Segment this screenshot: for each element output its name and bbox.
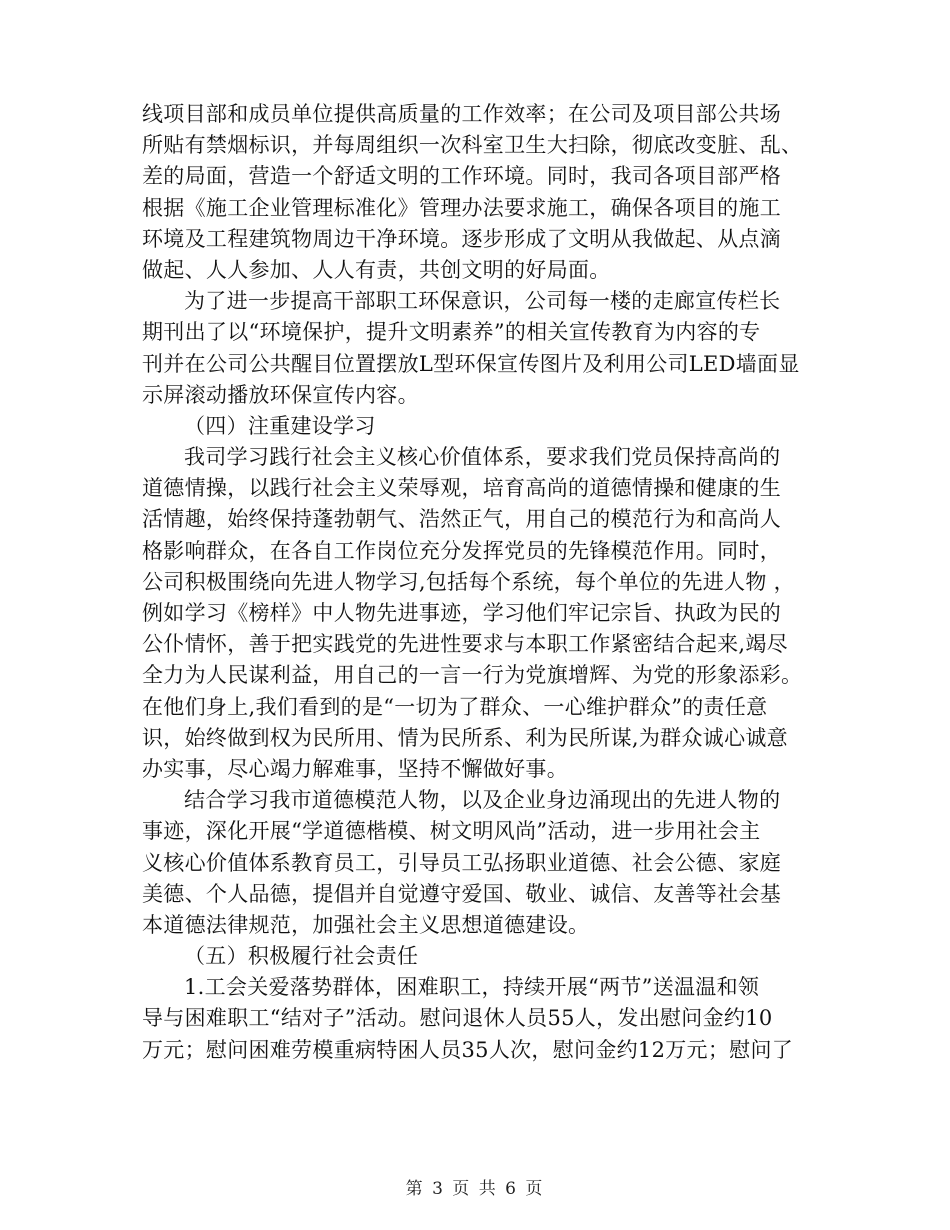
text-line: 导与困难职工“结对子”活动。慰问退休人员55人，发出慰问金约10 (142, 1006, 773, 1031)
paragraph-first-line: 我司学习践行社会主义核心价值体系，要求我们党员保持高尚的 (184, 445, 781, 470)
text-line: 差的局面，营造一个舒适文明的工作环境。同时，我司各项目部严格 (142, 164, 781, 189)
paragraph-first-line: 1.工会关爱落势群体，困难职工，持续开展“两节”送温温和领 (184, 975, 760, 1000)
text-line: 办实事，尽心竭力解难事，坚持不懈做好事。 (142, 756, 568, 781)
text-line: 格影响群众，在各自工作岗位充分发挥党员的先锋模范作用。同时， (142, 538, 781, 563)
text-line: 全力为人民谋利益，用自己的一言一行为党旗增辉、为党的形象添彩。 (142, 663, 803, 688)
text-line: 美德、个人品德，提倡并自觉遵守爱国、敬业、诚信、友善等社会基 (142, 881, 781, 906)
text-line: 例如学习《榜样》中人物先进事迹，学习他们牢记宗旨、执政为民的 (142, 601, 781, 625)
document-body (142, 99, 808, 1066)
text-line: 线项目部和成员单位提供高质量的工作效率；在公司及项目部公共场 (142, 102, 781, 126)
text-line: 事迹，深化开展“学道德楷模、树文明风尚”活动，进一步用社会主 (142, 819, 761, 844)
text-line: 公仆情怀，善于把实践党的先进性要求与本职工作紧密结合起来,竭尽 (142, 632, 788, 657)
paragraph-first-line: 结合学习我市道德模范人物，以及企业身边涌现出的先进人物的 (184, 788, 781, 813)
page-number-footer: 第 3 页 共 6 页 (405, 1179, 545, 1199)
text-line: 所贴有禁烟标识，并每周组织一次科室卫生大扫除，彻底改变脏、乱、 (142, 133, 803, 158)
text-line: 环境及工程建筑物周边干净环境。逐步形成了文明从我做起、从点滴 (142, 226, 781, 251)
text-line: 做起、人人参加、人人有责，共创文明的好局面。 (142, 257, 611, 282)
text-line: 公司积极围绕向先进人物学习,包括每个系统，每个单位的先进人物 ， (142, 569, 795, 594)
text-line: 道德情操，以践行社会主义荣辱观，培育高尚的道德情操和健康的生 (142, 476, 781, 501)
text-line: 本道德法律规范，加强社会主义思想道德建设。 (142, 912, 590, 937)
text-line: 根据《施工企业管理标准化》管理办法要求施工，确保各项目的施工 (142, 195, 781, 220)
text-line: 在他们身上,我们看到的是“一切为了群众、一心维护群众”的责任意 (142, 694, 768, 719)
text-line: 识，始终做到权为民所用、情为民所系、利为民所谋,为群众诚心诚意 (142, 725, 788, 750)
text-line: 义核心价值体系教育员工，引导员工弘扬职业道德、社会公德、家庭 (142, 850, 781, 875)
section-heading: （四）注重建设学习 (184, 413, 376, 438)
text-line: 活情趣，始终保持蓬勃朝气、浩然正气，用自己的模范行为和高尚人 (142, 507, 781, 532)
text-line: 示屏滚动播放环保宣传内容。 (142, 382, 419, 407)
text-line: 刊并在公司公共醒目位置摆放L型环保宣传图片及利用公司LED墙面显 (142, 351, 800, 376)
text-line: 万元；慰问困难劳模重病特困人员35人次，慰问金约12万元；慰问了 (142, 1037, 794, 1062)
text-line: 期刊出了以“环境保护，提升文明素养”的相关宣传教育为内容的专 (142, 320, 761, 345)
section-heading: （五）积极履行社会责任 (184, 944, 419, 969)
paragraph-first-line: 为了进一步提高干部职工环保意识，公司每一楼的走廊宣传栏长 (184, 289, 781, 314)
